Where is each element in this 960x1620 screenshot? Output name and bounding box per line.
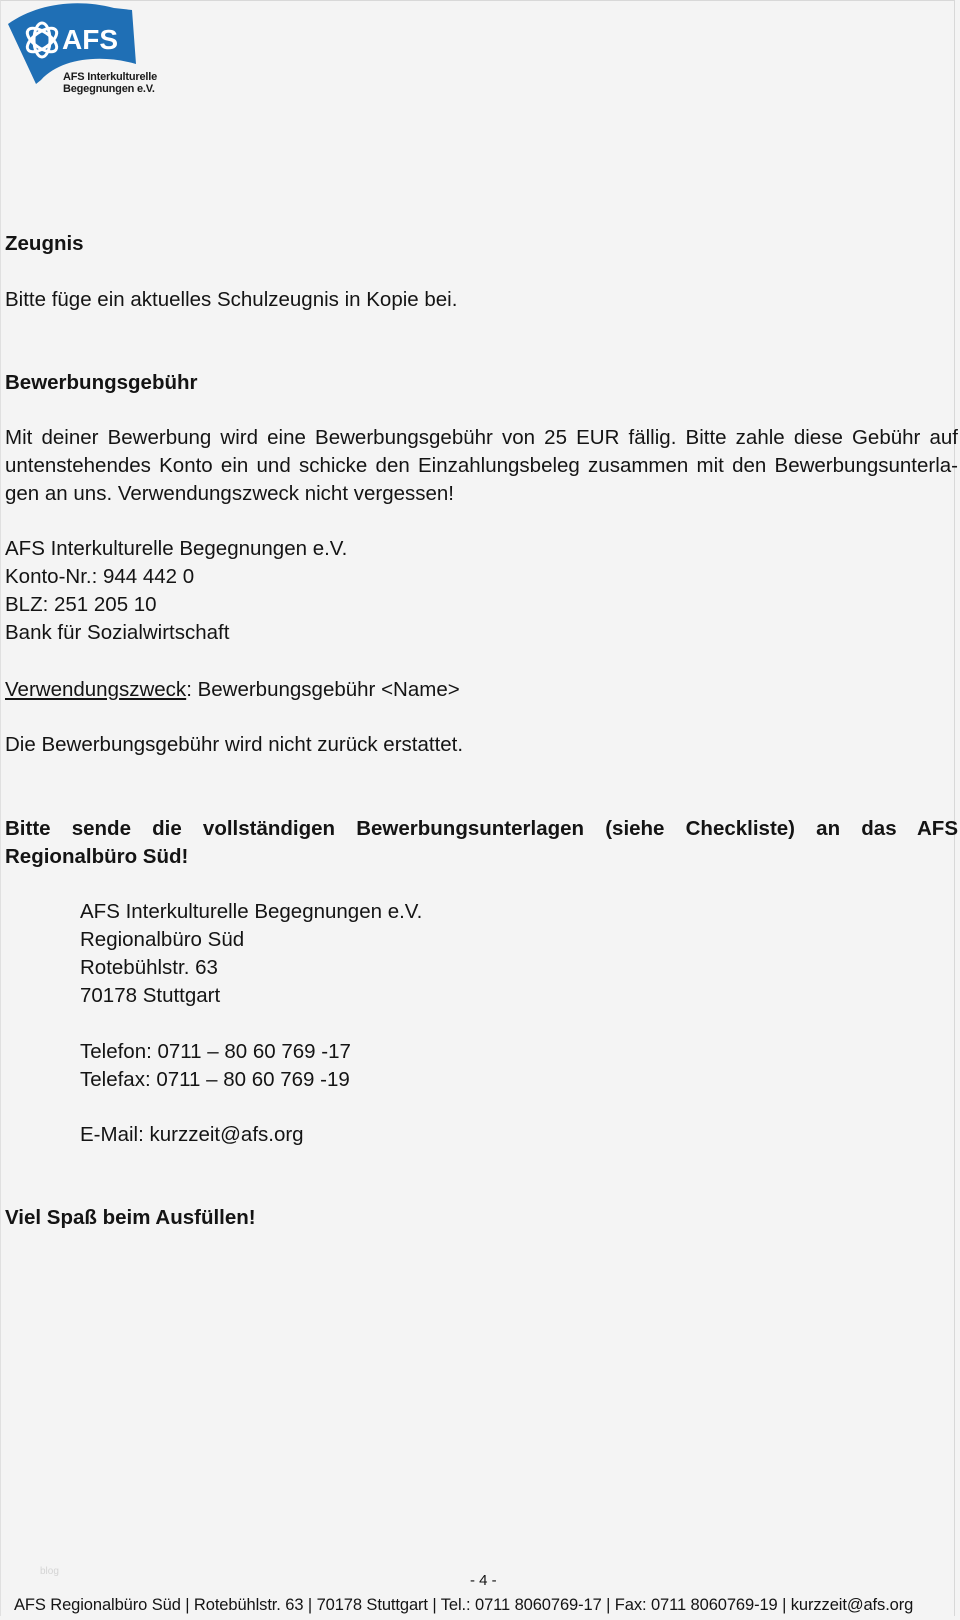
watermark: blog bbox=[40, 1566, 59, 1577]
bank-blz: BLZ: 251 205 10 bbox=[5, 593, 157, 616]
refund-note: Die Bewerbungsgebühr wird nicht zurück erstattet. bbox=[5, 733, 464, 756]
address-fax: Telefax: 0711 – 80 60 769 -19 bbox=[80, 1068, 350, 1091]
fee-paragraph-line: gen an uns. Verwendungszweck nicht vergessen! bbox=[5, 482, 454, 505]
fee-paragraph-line: untenstehendes Konto ein und schicke den Einzahlungsbeleg zusammen mit den Bewerbungsunterla- bbox=[5, 454, 958, 477]
address-org: AFS Interkulturelle Begegnungen e.V. bbox=[80, 900, 423, 923]
page-number: - 4 - bbox=[470, 1572, 497, 1589]
logo-wordmark: AFS bbox=[62, 24, 118, 55]
footer-contact-line: AFS Regionalbüro Süd | Rotebühlstr. 63 | 70178 Stuttgart | Tel.: 0711 8060769-17 | Fax: 0711 8060769-19 | kurzzeit@afs.org bbox=[14, 1596, 914, 1614]
logo-org-line2: Begegnungen e.V. bbox=[63, 83, 155, 95]
zeugnis-text: Bitte füge ein aktuelles Schulzeugnis in Kopie bei. bbox=[5, 288, 458, 311]
address-phone: Telefon: 0711 – 80 60 769 -17 bbox=[80, 1040, 351, 1063]
bank-recipient: AFS Interkulturelle Begegnungen e.V. bbox=[5, 537, 348, 560]
fee-paragraph bbox=[5, 424, 958, 508]
fee-heading: Bewerbungsgebühr bbox=[5, 371, 198, 394]
address-email: E-Mail: kurzzeit@afs.org bbox=[80, 1123, 304, 1146]
bank-account-number: Konto-Nr.: 944 442 0 bbox=[5, 565, 195, 588]
send-instructions-line: Regionalbüro Süd! bbox=[5, 845, 189, 868]
logo-org-name bbox=[63, 71, 157, 95]
payment-purpose bbox=[5, 676, 460, 704]
payment-purpose-value: : Bewerbungsgebühr <Name> bbox=[186, 678, 460, 701]
fee-paragraph-line: Mit deiner Bewerbung wird eine Bewerbungsgebühr von 25 EUR fällig. Bitte zahle diese Gebühr auf bbox=[5, 426, 958, 449]
send-instructions bbox=[5, 815, 958, 871]
send-instructions-line: Bitte sende die vollständigen Bewerbungsunterlagen (siehe Checkliste) an das AFS bbox=[5, 817, 958, 840]
closing-text: Viel Spaß beim Ausfüllen! bbox=[5, 1206, 256, 1229]
bank-name: Bank für Sozialwirtschaft bbox=[5, 621, 230, 644]
payment-purpose-label: Verwendungszweck bbox=[5, 678, 187, 701]
zeugnis-heading: Zeugnis bbox=[5, 232, 84, 255]
address-city: 70178 Stuttgart bbox=[80, 984, 221, 1007]
address-street: Rotebühlstr. 63 bbox=[80, 956, 218, 979]
logo-org-line1: AFS Interkulturelle bbox=[63, 71, 157, 83]
afs-logo bbox=[6, 2, 166, 98]
address-office: Regionalbüro Süd bbox=[80, 928, 245, 951]
